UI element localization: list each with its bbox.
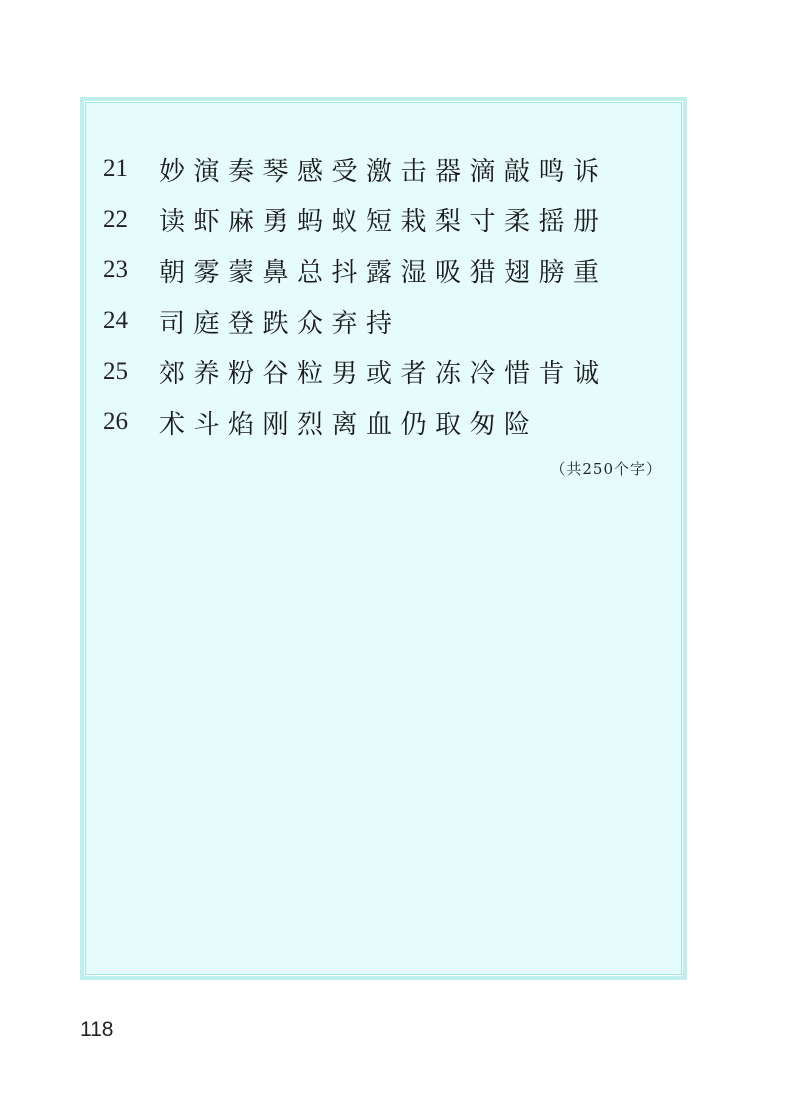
lesson-characters: 朝雾蒙鼻总抖露湿吸猎翅膀重 xyxy=(159,257,608,288)
lesson-number: 21 xyxy=(103,155,128,183)
character-table xyxy=(84,101,683,976)
lesson-characters: 读虾麻勇蚂蚁短栽梨寸柔摇册 xyxy=(159,207,608,238)
lesson-number: 26 xyxy=(103,408,128,436)
lesson-characters: 术斗焰刚烈离血仍取匆险 xyxy=(159,409,539,440)
lesson-number: 25 xyxy=(103,357,128,385)
lesson-row xyxy=(103,144,672,195)
lesson-characters: 妙演奏琴感受激击器滴敲鸣诉 xyxy=(159,156,608,187)
lesson-number: 24 xyxy=(103,307,128,335)
lesson-row xyxy=(103,397,672,448)
lesson-row xyxy=(103,346,672,397)
character-total-note: （共250个字） xyxy=(550,460,662,478)
page-number: 118 xyxy=(80,1018,114,1041)
lesson-characters: 司庭登跌众弃持 xyxy=(159,308,401,339)
lesson-number: 23 xyxy=(103,256,128,284)
lesson-row xyxy=(103,195,672,246)
lesson-rows xyxy=(103,144,672,448)
lesson-number: 22 xyxy=(103,205,128,233)
lesson-characters: 郊养粉谷粒男或者冻冷惜肯诚 xyxy=(159,359,608,390)
lesson-row xyxy=(103,245,672,296)
character-table-frame xyxy=(80,97,687,980)
lesson-row xyxy=(103,296,672,347)
